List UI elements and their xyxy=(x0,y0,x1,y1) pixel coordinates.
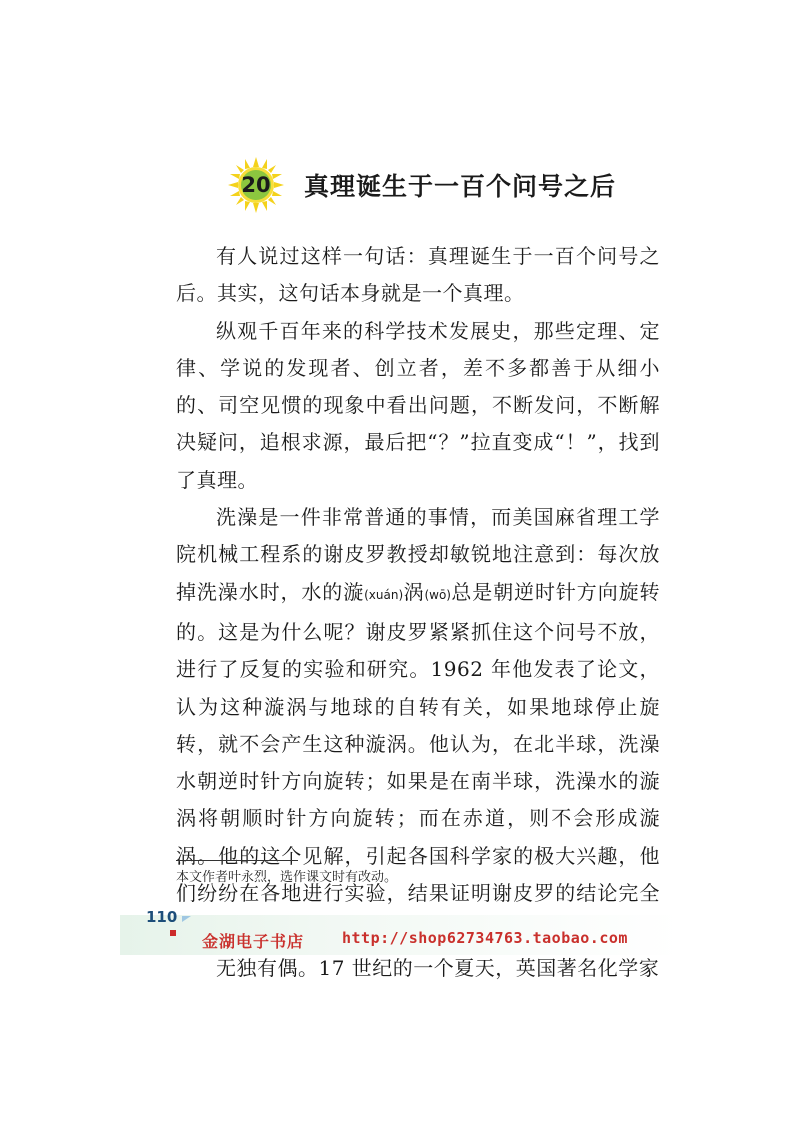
pinyin-wo: (wō) xyxy=(424,587,451,602)
paragraph-3-part-c: 总是朝逆时针方向旋转的。这是为什么呢？谢皮罗紧紧抓住这个问号不放，进行了反复的实验和研究。1962 年他发表了论文，认为这种漩涡与地球的自转有关，如果地球停止旋转，就不会产生这种漩涡。他认为，在北半球，洗澡水朝逆时针方向旋转；如果是在南半球，洗澡水的漩涡将朝顺时针方向旋转；而在赤道，则不会形成漩涡。他的这个见解，引起各国科学家的极大兴趣，他们纷纷在各地进行实验，结果证明谢皮罗的结论完全 xyxy=(176,579,661,906)
pinyin-xuan: (xuán) xyxy=(364,587,404,602)
page-flag-icon xyxy=(182,916,191,922)
paragraph-4: 无独有偶。17 世纪的一个夏天，英国著名化学家 xyxy=(216,955,660,980)
paragraph-3-part-b: 涡 xyxy=(403,579,425,604)
page-marker-icon xyxy=(170,930,176,936)
lesson-number: 20 xyxy=(241,173,271,197)
page-number: 110 xyxy=(146,908,178,926)
footnote-divider xyxy=(176,860,298,861)
store-name: 金湖电子书店 xyxy=(202,932,305,951)
paragraph-1: 有人说过这样一句话：真理诞生于一百个问号之后。其实，这句话本身就是一个真理。 xyxy=(176,244,660,306)
store-url: http://shop62734763.taobao.com xyxy=(342,929,628,947)
lesson-title: 真理诞生于一百个问号之后 xyxy=(304,172,617,201)
paragraph-3-part-a: 洗澡是一件非常普通的事情，而美国麻省理工学院机械工程系的谢皮罗教授却敏锐地注意到：每次放掉洗澡水时，水的漩 xyxy=(176,505,660,604)
sun-badge-icon xyxy=(228,157,284,213)
footnote: 本文作者叶永烈，选作课文时有改动。 xyxy=(176,870,398,885)
lesson-header xyxy=(228,155,616,215)
paragraph-2: 纵观千百年来的科学技术发展史，那些定理、定律、学说的发现者、创立者，差不多都善于从细小的、司空见惯的现象中看出问题，不断发问，不断解决疑问，追根求源，最后把“？”拉直变成“！”，找到了真理。 xyxy=(176,318,660,492)
